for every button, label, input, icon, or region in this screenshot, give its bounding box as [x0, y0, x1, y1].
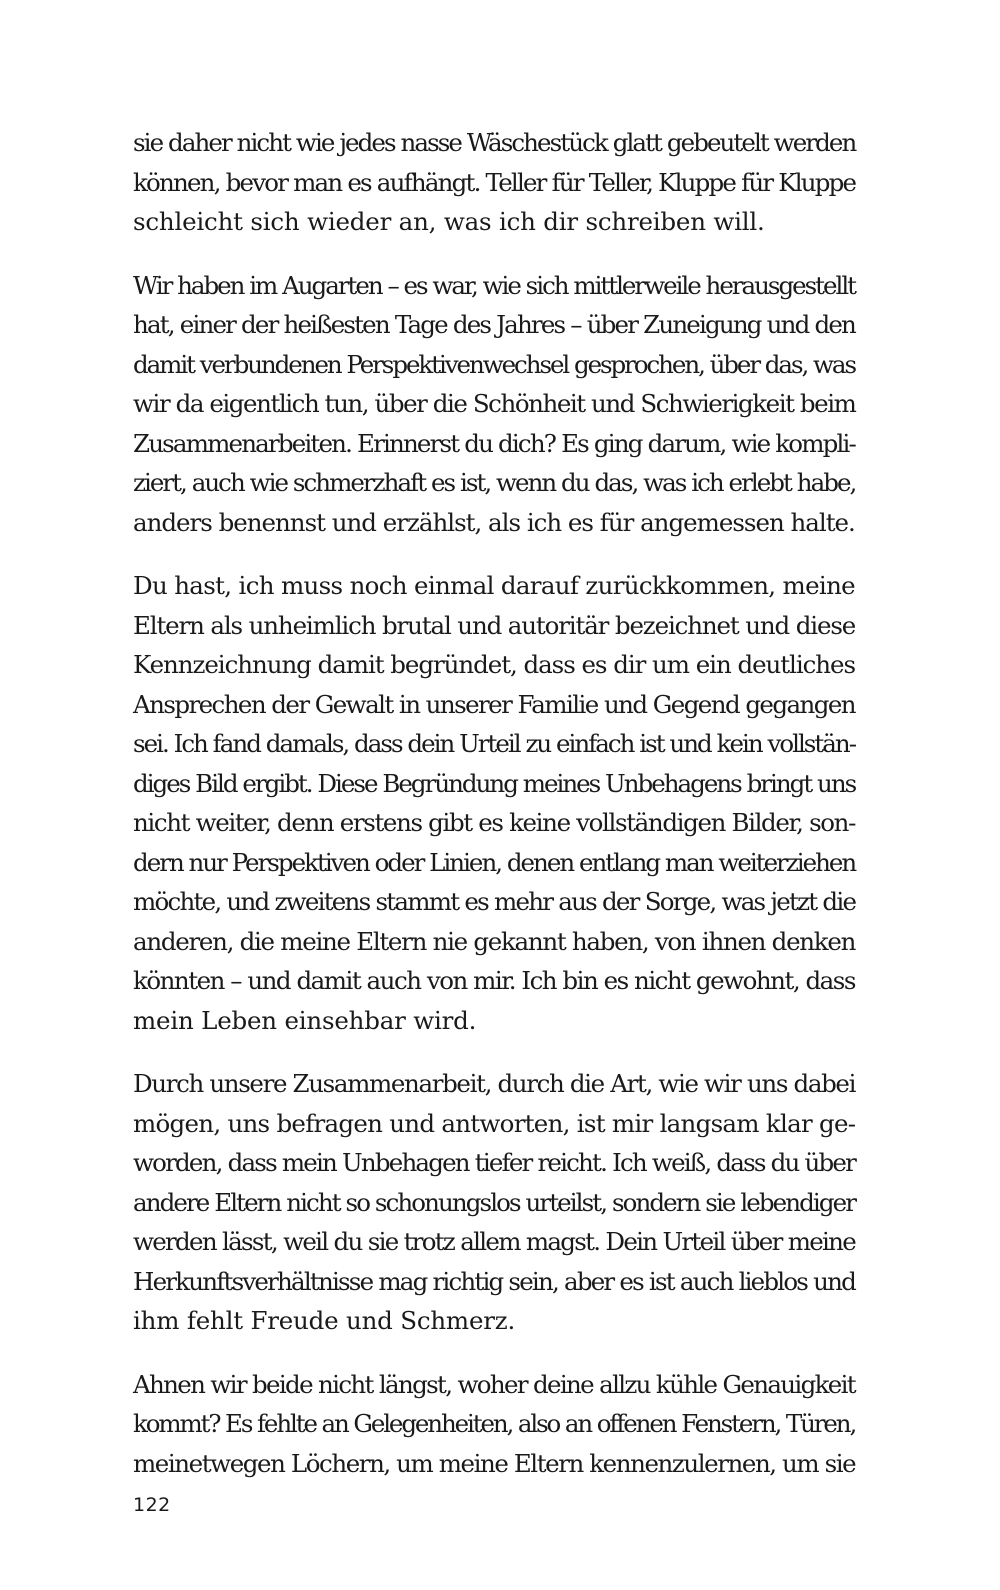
text-line: worden, dass mein Unbehagen tiefer reicht. Ich weiß, dass du über: [133, 1148, 855, 1177]
text-line: Wir haben im Augarten – es war, wie sich mittlerweile herausgestellt: [133, 270, 855, 300]
text-line: sei. Ich fand damals, dass dein Urteil zu einfach ist und kein vollstän-: [133, 729, 855, 758]
text-line: Zusammenarbeiten. Erinnerst du dich? Es ging darum, wie kompli-: [133, 428, 855, 458]
text-line: ziert, auch wie schmerzhaft es ist, wenn du das, was ich erlebt habe,: [133, 468, 856, 497]
text-line: dern nur Perspektiven oder Linien, denen entlang man weiterziehen: [133, 847, 856, 877]
text-line: anderen, die meine Eltern nie gekannt haben, von ihnen denken: [133, 926, 856, 956]
text-line: Ahnen wir beide nicht längst, woher deine allzu kühle Genauigkeit: [133, 1369, 855, 1399]
body-text: [133, 123, 855, 1507]
text-line: mein Leben einsehbar wird.: [133, 1005, 477, 1035]
text-line: kommt? Es fehlte an Gelegenheiten, also an offenen Fenstern, Türen,: [133, 1409, 856, 1438]
text-line: mögen, uns befragen und antworten, ist mir langsam klar ge-: [133, 1108, 856, 1138]
text-line: diges Bild ergibt. Diese Begründung meines Unbehagens bringt uns: [133, 768, 856, 798]
text-line: Herkunftsverhältnisse mag richtig sein, aber es ist auch lieblos und: [133, 1266, 855, 1296]
text-line: werden lässt, weil du sie trotz allem magst. Dein Urteil über meine: [133, 1227, 855, 1256]
text-line: andere Eltern nicht so schonungslos urteilst, sondern sie lebendiger: [133, 1187, 856, 1217]
text-line: möchte, und zweitens stammt es mehr aus der Sorge, was jetzt die: [133, 887, 856, 916]
text-line: Eltern als unheimlich brutal und autoritär bezeichnet und diese: [133, 610, 856, 640]
text-line: wir da eigentlich tun, über die Schönheit und Schwierigkeit beim: [133, 389, 856, 418]
text-line: sie daher nicht wie jedes nasse Wäschestück glatt gebeutelt werden: [133, 128, 856, 157]
text-line: können, bevor man es aufhängt. Teller für Teller, Kluppe für Kluppe: [133, 167, 856, 197]
paragraph: [133, 123, 855, 242]
paragraph: [133, 566, 855, 1040]
page-number: 122: [133, 1494, 171, 1516]
text-line: damit verbundenen Perspektivenwechsel gesprochen, über das, was: [133, 349, 855, 379]
text-line: nicht weiter, denn erstens gibt es keine vollständigen Bilder, son-: [133, 808, 855, 837]
paragraph: [133, 1365, 855, 1484]
paragraph: [133, 1064, 855, 1341]
text-line: ihm fehlt Freude und Schmerz.: [133, 1306, 516, 1335]
text-line: meinetwegen Löchern, um meine Eltern kennenzulernen, um sie: [133, 1448, 856, 1478]
text-line: könnten – und damit auch von mir. Ich bin es nicht gewohnt, dass: [133, 966, 855, 995]
text-line: Durch unsere Zusammenarbeit, durch die Art, wie wir uns dabei: [133, 1069, 856, 1098]
text-line: Ansprechen der Gewalt in unserer Familie und Gegend gegangen: [133, 689, 855, 719]
text-line: hat, einer der heißesten Tage des Jahres – über Zuneigung und den: [133, 310, 855, 339]
paragraph: [133, 266, 855, 543]
text-line: anders benennst und erzählst, als ich es für angemessen halte.: [133, 507, 855, 537]
text-line: Du hast, ich muss noch einmal darauf zurückkommen, meine: [133, 571, 855, 600]
text-line: Kennzeichnung damit begründet, dass es dir um ein deutliches: [133, 650, 855, 679]
text-line: schleicht sich wieder an, was ich dir schreiben will.: [133, 207, 765, 236]
